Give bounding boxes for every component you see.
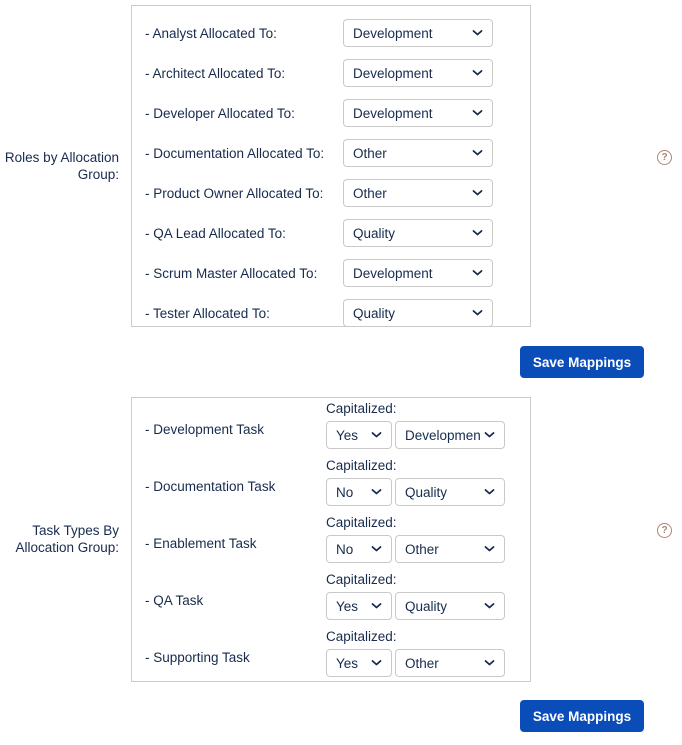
analyst-allocated-label: - Analyst Allocated To: <box>145 25 277 41</box>
capitalized-label: Capitalized: <box>326 401 397 416</box>
qa-capitalized-select[interactable] <box>326 592 392 620</box>
task-row-documentation <box>145 456 530 513</box>
documentation-task-controls <box>326 456 505 513</box>
product-owner-allocated-select[interactable] <box>343 179 493 207</box>
capitalized-label: Capitalized: <box>326 515 397 530</box>
question-mark-glyph: ? <box>661 525 668 536</box>
enablement-task-controls <box>326 513 505 570</box>
developer-allocated-label: - Developer Allocated To: <box>145 105 295 121</box>
qa-lead-allocated-select-wrap <box>343 219 493 247</box>
supporting-capitalized-select-wrap <box>326 649 392 677</box>
role-row-analyst <box>145 13 493 53</box>
qa-capitalized-select-wrap <box>326 592 392 620</box>
enablement-group-select-wrap <box>395 535 505 563</box>
architect-allocated-select-wrap <box>343 59 493 87</box>
supporting-task-controls <box>326 627 505 684</box>
role-row-tester <box>145 293 493 333</box>
task-row-enablement <box>145 513 530 570</box>
documentation-allocated-select-wrap <box>343 139 493 167</box>
documentation-capitalized-select[interactable] <box>326 478 392 506</box>
scrum-master-allocated-select-wrap <box>343 259 493 287</box>
roles-allocation-box <box>131 5 531 327</box>
development-task-selects <box>326 421 505 449</box>
supporting-task-selects <box>326 649 505 677</box>
scrum-master-allocated-select[interactable] <box>343 259 493 287</box>
save-mappings-button-task-types[interactable]: Save Mappings <box>520 700 644 732</box>
qa-lead-allocated-select[interactable] <box>343 219 493 247</box>
roles-label-line-1: Roles by Allocation <box>4 150 119 165</box>
analyst-allocated-select[interactable] <box>343 19 493 47</box>
development-group-select[interactable] <box>395 421 505 449</box>
roles-label-line-2: Group: <box>77 167 119 182</box>
qa-task-selects <box>326 592 505 620</box>
developer-allocated-select-wrap <box>343 99 493 127</box>
role-row-documentation <box>145 133 493 173</box>
supporting-task-label: - Supporting Task <box>145 650 250 665</box>
role-row-developer <box>145 93 493 133</box>
documentation-capitalized-select-wrap <box>326 478 392 506</box>
task-row-supporting <box>145 627 530 684</box>
documentation-task-selects <box>326 478 505 506</box>
task-row-development <box>145 399 530 456</box>
task-types-label-line-1: Task Types By <box>32 523 119 538</box>
tester-allocated-select-wrap <box>343 299 493 327</box>
development-group-select-wrap <box>395 421 505 449</box>
qa-group-select-wrap <box>395 592 505 620</box>
documentation-task-label: - Documentation Task <box>145 479 276 494</box>
developer-allocated-select[interactable] <box>343 99 493 127</box>
qa-group-select[interactable] <box>395 592 505 620</box>
qa-task-label: - QA Task <box>145 593 204 608</box>
capitalized-label: Capitalized: <box>326 458 397 473</box>
question-mark-glyph: ? <box>661 152 668 163</box>
qa-lead-allocated-label: - QA Lead Allocated To: <box>145 225 286 241</box>
supporting-capitalized-select[interactable] <box>326 649 392 677</box>
task-types-label-line-2: Allocation Group: <box>15 540 119 555</box>
product-owner-allocated-select-wrap <box>343 179 493 207</box>
enablement-group-select[interactable] <box>395 535 505 563</box>
scrum-master-allocated-label: - Scrum Master Allocated To: <box>145 265 318 281</box>
task-row-qa <box>145 570 530 627</box>
enablement-capitalized-select[interactable] <box>326 535 392 563</box>
save-mappings-button-roles[interactable]: Save Mappings <box>520 346 644 378</box>
roles-by-allocation-group-label <box>0 149 119 183</box>
development-capitalized-select[interactable] <box>326 421 392 449</box>
enablement-capitalized-select-wrap <box>326 535 392 563</box>
architect-allocated-select[interactable] <box>343 59 493 87</box>
analyst-allocated-select-wrap <box>343 19 493 47</box>
enablement-task-label: - Enablement Task <box>145 536 257 551</box>
development-task-label: - Development Task <box>145 422 265 437</box>
supporting-group-select[interactable] <box>395 649 505 677</box>
role-row-product-owner <box>145 173 493 213</box>
help-icon-roles[interactable] <box>657 150 672 165</box>
role-row-scrum-master <box>145 253 493 293</box>
tester-allocated-label: - Tester Allocated To: <box>145 305 270 321</box>
supporting-group-select-wrap <box>395 649 505 677</box>
help-icon-task-types[interactable] <box>657 523 672 538</box>
architect-allocated-label: - Architect Allocated To: <box>145 65 286 81</box>
documentation-group-select[interactable] <box>395 478 505 506</box>
role-row-architect <box>145 53 493 93</box>
task-types-by-allocation-group-label <box>0 522 119 556</box>
task-types-allocation-box <box>131 397 531 682</box>
documentation-allocated-select[interactable] <box>343 139 493 167</box>
enablement-task-selects <box>326 535 505 563</box>
tester-allocated-select[interactable] <box>343 299 493 327</box>
capitalized-label: Capitalized: <box>326 572 397 587</box>
documentation-group-select-wrap <box>395 478 505 506</box>
development-task-controls <box>326 399 505 456</box>
role-row-qa-lead <box>145 213 493 253</box>
documentation-allocated-label: - Documentation Allocated To: <box>145 145 325 161</box>
capitalized-label: Capitalized: <box>326 629 397 644</box>
qa-task-controls <box>326 570 505 627</box>
development-capitalized-select-wrap <box>326 421 392 449</box>
product-owner-allocated-label: - Product Owner Allocated To: <box>145 185 324 201</box>
